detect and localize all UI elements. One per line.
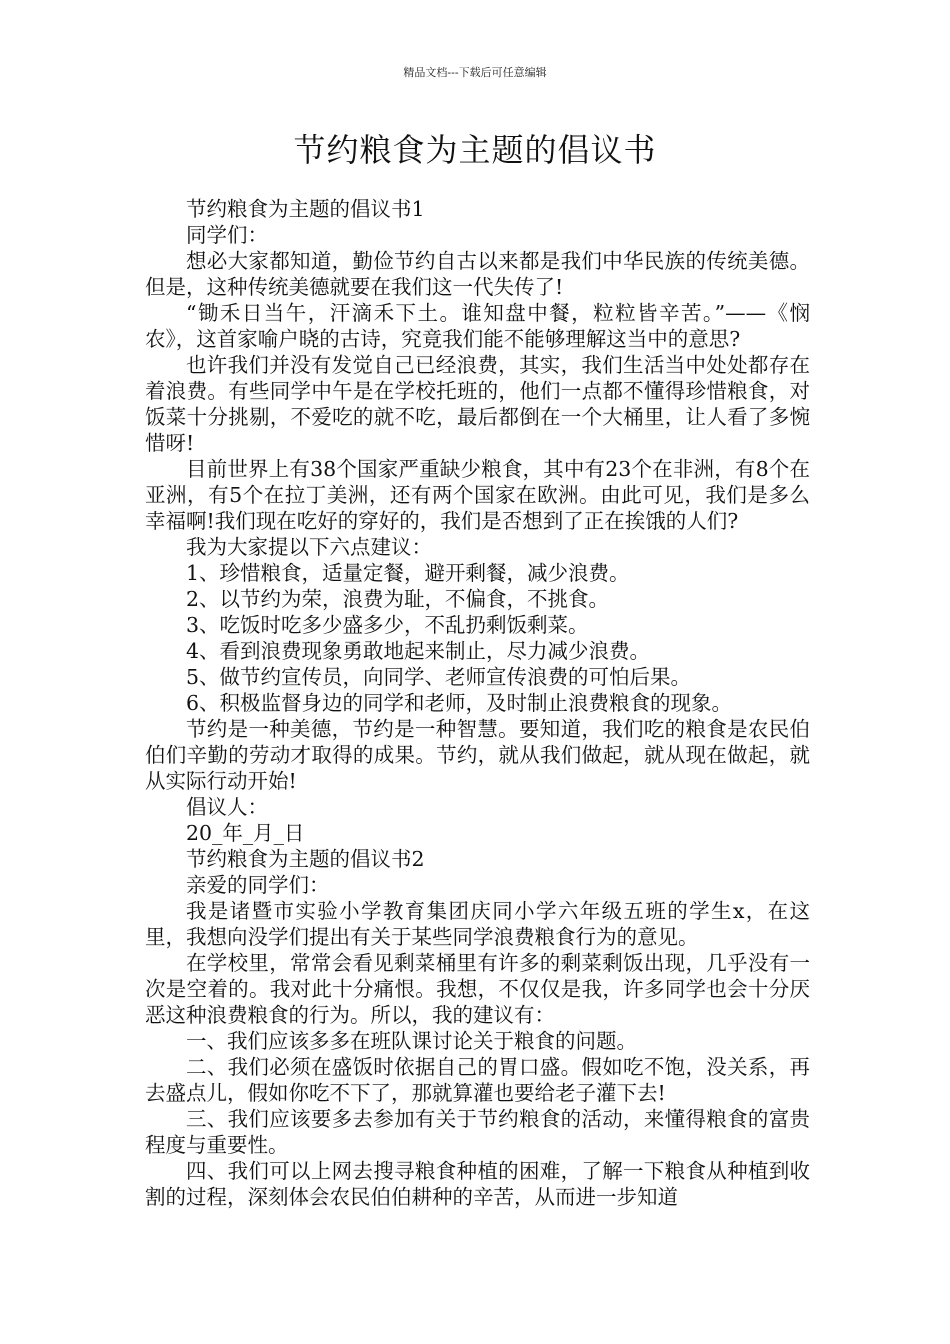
document-body bbox=[145, 196, 810, 1210]
body-paragraph: 也许我们并没有发觉自己已经浪费，其实，我们生活当中处处都存在着浪费。有些同学中午是在学校托班的，他们一点都不懂得珍惜粮食，对饭菜十分挑剔，不爱吃的就不吃，最后都倒在一个大桶里，让人看了多惋惜呀! bbox=[145, 353, 810, 455]
suggestion-intro: 我为大家提以下六点建议： bbox=[186, 535, 432, 559]
suggestion-item: 2、以节约为荣，浪费为耻，不偏食，不挑食。 bbox=[186, 587, 610, 611]
section-heading-1: 节约粮食为主题的倡议书1 bbox=[186, 197, 425, 221]
body-paragraph: “锄禾日当午，汗滴禾下土。谁知盘中餐，粒粒皆辛苦。”——《悯农》，这首家喻户晓的古诗，究竟我们能不能够理解这当中的意思? bbox=[145, 301, 810, 351]
suggestion-item: 6、积极监督身边的同学和老师，及时制止浪费粮食的现象。 bbox=[186, 691, 733, 715]
date-line: 20_年_月_日 bbox=[186, 821, 305, 845]
suggestion-item: 3、吃饭时吃多少盛多少，不乱扔剩饭剩菜。 bbox=[186, 613, 589, 637]
suggestion-item: 1、珍惜粮食，适量定餐，避开剩餐，减少浪费。 bbox=[186, 561, 630, 585]
suggestion-item: 一、我们应该多多在班队课讨论关于粮食的问题。 bbox=[186, 1029, 637, 1053]
salutation-1: 同学们： bbox=[186, 223, 268, 247]
body-paragraph: 节约是一种美德，节约是一种智慧。要知道，我们吃的粮食是农民伯伯们辛勤的劳动才取得的成果。节约，就从我们做起，就从现在做起，就从实际行动开始! bbox=[145, 717, 810, 793]
body-paragraph: 在学校里，常常会看见剩菜桶里有许多的剩菜剩饭出现，几乎没有一次是空着的。我对此十分痛恨。我想，不仅仅是我，许多同学也会十分厌恶这种浪费粮食的行为。所以，我的建议有： bbox=[145, 951, 810, 1027]
body-paragraph: 目前世界上有38个国家严重缺少粮食，其中有23个在非洲，有8个在亚洲，有5个在拉丁美洲，还有两个国家在欧洲。由此可见，我们是多么幸福啊!我们现在吃好的穿好的，我们是否想到了正在挨饿的人们? bbox=[145, 457, 810, 533]
salutation-2: 亲爱的同学们： bbox=[186, 873, 330, 897]
suggestion-item: 四、我们可以上网去搜寻粮食种植的困难，了解一下粮食从种植到收割的过程，深刻体会农民伯伯耕种的辛苦，从而进一步知道 bbox=[145, 1159, 810, 1209]
document-title: 节约粮食为主题的倡议书 bbox=[293, 131, 657, 169]
suggestion-item: 5、做节约宣传员，向同学、老师宣传浪费的可怕后果。 bbox=[186, 665, 692, 689]
suggestion-item: 三、我们应该要多去参加有关于节约粮食的活动，来懂得粮食的富贵程度与重要性。 bbox=[145, 1107, 810, 1157]
body-paragraph: 我是诸暨市实验小学教育集团庆同小学六年级五班的学生x，在这里，我想向没学们提出有关于某些同学浪费粮食行为的意见。 bbox=[145, 899, 810, 949]
body-paragraph: 想必大家都知道，勤俭节约自古以来都是我们中华民族的传统美德。但是，这种传统美德就要在我们这一代失传了! bbox=[145, 249, 810, 299]
header-note: 精品文档---下载后可任意编辑 bbox=[403, 66, 547, 79]
suggestion-item: 二、我们必须在盛饭时依据自己的胃口盛。假如吃不饱，没关系，再去盛点儿，假如你吃不下了，那就算灌也要给老子灌下去! bbox=[145, 1055, 810, 1105]
signature-label: 倡议人： bbox=[186, 795, 268, 819]
suggestion-item: 4、看到浪费现象勇敢地起来制止，尽力减少浪费。 bbox=[186, 639, 651, 663]
section-heading-2: 节约粮食为主题的倡议书2 bbox=[186, 847, 425, 871]
